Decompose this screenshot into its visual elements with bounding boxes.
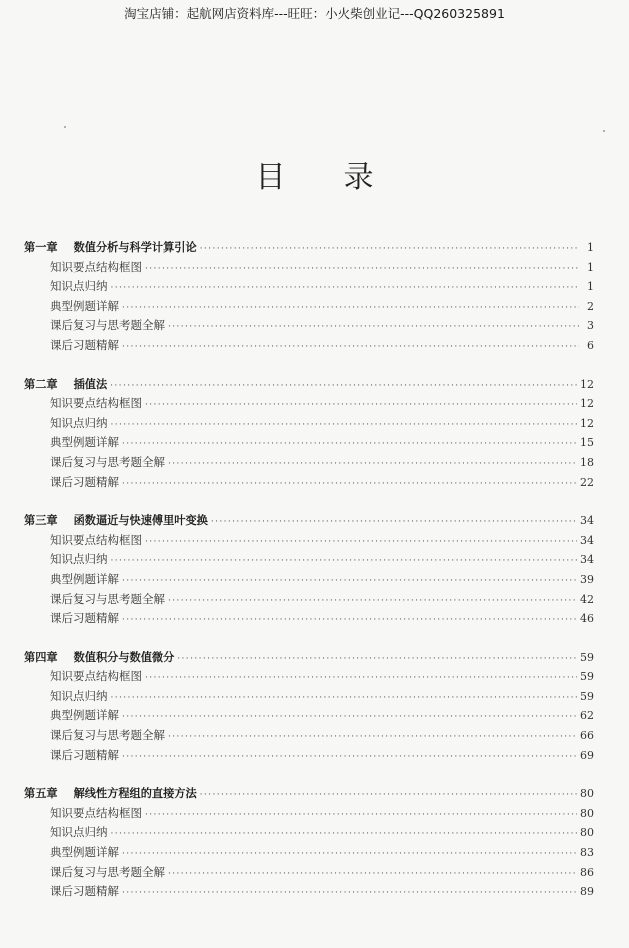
toc-section-row[interactable] [24, 277, 594, 297]
toc-chapter-row[interactable] [24, 784, 594, 804]
toc-section-row[interactable] [24, 394, 594, 414]
section-title: 知识要点结构框图 [50, 259, 142, 274]
section-page-number: 62 [580, 709, 594, 723]
section-page-number: 18 [580, 455, 594, 469]
dot-leader [200, 240, 579, 260]
dot-leader [145, 806, 577, 826]
section-page-number: 34 [580, 553, 594, 567]
section-title: 典型例题详解 [50, 845, 119, 860]
toc-chapter [24, 238, 594, 356]
section-title: 知识点归纳 [50, 688, 108, 703]
dot-leader [168, 318, 579, 338]
dot-leader [168, 865, 577, 885]
chapter-heading [24, 648, 174, 668]
section-page-number: 22 [580, 475, 594, 489]
scan-speck [603, 130, 605, 132]
toc-section-row[interactable] [24, 336, 594, 356]
section-page-number: 69 [580, 748, 594, 762]
toc-section-row[interactable] [24, 667, 594, 687]
chapter-heading [24, 238, 197, 258]
section-page-number: 89 [580, 885, 594, 899]
chapter-heading [24, 784, 197, 804]
section-page-number: 15 [580, 436, 594, 450]
chapter-page-number: 80 [580, 787, 594, 801]
section-page-number: 42 [580, 592, 594, 606]
toc-chapter-row[interactable] [24, 511, 594, 531]
toc-section-row[interactable] [24, 726, 594, 746]
toc-chapter [24, 648, 594, 766]
dot-leader [145, 669, 577, 689]
chapter-heading [24, 511, 208, 531]
dot-leader [200, 786, 577, 806]
section-title: 课后复习与思考题全解 [50, 454, 165, 469]
dot-leader [168, 728, 577, 748]
dot-leader [122, 338, 579, 358]
toc-section-row[interactable] [24, 453, 594, 473]
chapter-number: 第二章 [24, 377, 58, 391]
section-page-number: 2 [587, 299, 594, 313]
toc-chapter [24, 511, 594, 629]
dot-leader [145, 260, 579, 280]
section-title: 课后复习与思考题全解 [50, 728, 165, 743]
dot-leader [122, 299, 579, 319]
chapter-number: 第四章 [24, 650, 58, 664]
toc-section-row[interactable] [24, 804, 594, 824]
toc-section-row[interactable] [24, 473, 594, 493]
section-page-number: 66 [580, 729, 594, 743]
dot-leader [111, 279, 580, 299]
section-title: 课后复习与思考题全解 [50, 864, 165, 879]
section-page-number: 59 [580, 689, 594, 703]
toc-section-row[interactable] [24, 316, 594, 336]
section-title: 典型例题详解 [50, 708, 119, 723]
table-of-contents [24, 238, 594, 921]
section-page-number: 12 [580, 416, 594, 430]
toc-section-row[interactable] [24, 414, 594, 434]
chapter-number: 第一章 [24, 241, 58, 254]
section-title: 知识点归纳 [50, 279, 108, 294]
section-page-number: 1 [587, 280, 594, 294]
section-title: 课后复习与思考题全解 [50, 318, 165, 333]
chapter-page-number: 12 [580, 377, 594, 391]
page-title: 目录 [255, 160, 432, 195]
toc-section-row[interactable] [24, 863, 594, 883]
section-title: 知识要点结构框图 [50, 805, 142, 820]
dot-leader [111, 825, 578, 845]
dot-leader [122, 708, 577, 728]
toc-chapter [24, 375, 594, 493]
toc-section-row[interactable] [24, 297, 594, 317]
chapter-title: 数值分析与科学计算引论 [73, 241, 197, 254]
section-title: 典型例题详解 [50, 435, 119, 450]
dot-leader [110, 377, 577, 397]
toc-section-row[interactable] [24, 609, 594, 629]
section-page-number: 80 [580, 806, 594, 820]
section-title: 课后习题精解 [50, 474, 119, 489]
toc-section-row[interactable] [24, 550, 594, 570]
dot-leader [122, 475, 577, 495]
section-page-number: 34 [580, 533, 594, 547]
dot-leader [122, 611, 577, 631]
section-page-number: 3 [587, 319, 594, 333]
section-page-number: 86 [580, 865, 594, 879]
dot-leader [122, 845, 577, 865]
section-page-number: 80 [580, 826, 594, 840]
scan-speck [64, 126, 66, 128]
toc-section-row[interactable] [24, 433, 594, 453]
dot-leader [111, 552, 578, 572]
section-title: 知识点归纳 [50, 552, 108, 567]
dot-leader [168, 455, 577, 475]
dot-leader [145, 396, 577, 416]
section-page-number: 83 [580, 846, 594, 860]
section-title: 课后习题精解 [50, 611, 119, 626]
toc-section-row[interactable] [24, 746, 594, 766]
chapter-page-number: 1 [587, 241, 594, 254]
section-title: 知识点归纳 [50, 825, 108, 840]
section-page-number: 59 [580, 670, 594, 684]
section-page-number: 1 [587, 260, 594, 274]
dot-leader [122, 435, 577, 455]
chapter-title: 数值积分与数值微分 [73, 650, 175, 664]
toc-chapter-row[interactable] [24, 648, 594, 668]
toc-section-row[interactable] [24, 882, 594, 902]
toc-chapter-row[interactable] [24, 238, 594, 258]
dot-leader [122, 748, 577, 768]
section-title: 知识要点结构框图 [50, 532, 142, 547]
toc-chapter-row[interactable] [24, 375, 594, 395]
section-title: 课后习题精解 [50, 884, 119, 899]
toc-section-row[interactable] [24, 687, 594, 707]
chapter-number: 第三章 [24, 514, 58, 528]
watermark-banner: 淘宝店铺：起航网店资料库---旺旺：小火柴创业记---QQ260325891 [124, 6, 505, 21]
chapter-heading [24, 375, 107, 395]
section-title: 课后复习与思考题全解 [50, 591, 165, 606]
section-title: 知识点归纳 [50, 415, 108, 430]
chapter-title: 解线性方程组的直接方法 [73, 787, 197, 801]
section-title: 典型例题详解 [50, 571, 119, 586]
dot-leader [145, 533, 577, 553]
section-page-number: 6 [587, 338, 594, 352]
toc-section-row[interactable] [24, 590, 594, 610]
section-title: 知识要点结构框图 [50, 396, 142, 411]
toc-section-row[interactable] [24, 531, 594, 551]
chapter-number: 第五章 [24, 787, 58, 801]
section-title: 课后习题精解 [50, 747, 119, 762]
toc-section-row[interactable] [24, 570, 594, 590]
chapter-title: 插值法 [73, 377, 108, 391]
dot-leader [211, 513, 577, 533]
toc-section-row[interactable] [24, 706, 594, 726]
section-title: 课后习题精解 [50, 337, 119, 352]
dot-leader [168, 592, 577, 612]
chapter-page-number: 59 [580, 650, 594, 664]
dot-leader [122, 884, 577, 904]
section-title: 知识要点结构框图 [50, 669, 142, 684]
section-page-number: 46 [580, 612, 594, 626]
section-page-number: 39 [580, 572, 594, 586]
toc-chapter [24, 784, 594, 902]
section-page-number: 12 [580, 397, 594, 411]
chapter-title: 函数逼近与快速傅里叶变换 [73, 514, 208, 528]
dot-leader [177, 650, 577, 670]
toc-section-row[interactable] [24, 843, 594, 863]
chapter-page-number: 34 [580, 514, 594, 528]
section-title: 典型例题详解 [50, 298, 119, 313]
toc-section-row[interactable] [24, 258, 594, 278]
toc-section-row[interactable] [24, 823, 594, 843]
dot-leader [111, 416, 578, 436]
dot-leader [111, 689, 578, 709]
dot-leader [122, 572, 577, 592]
